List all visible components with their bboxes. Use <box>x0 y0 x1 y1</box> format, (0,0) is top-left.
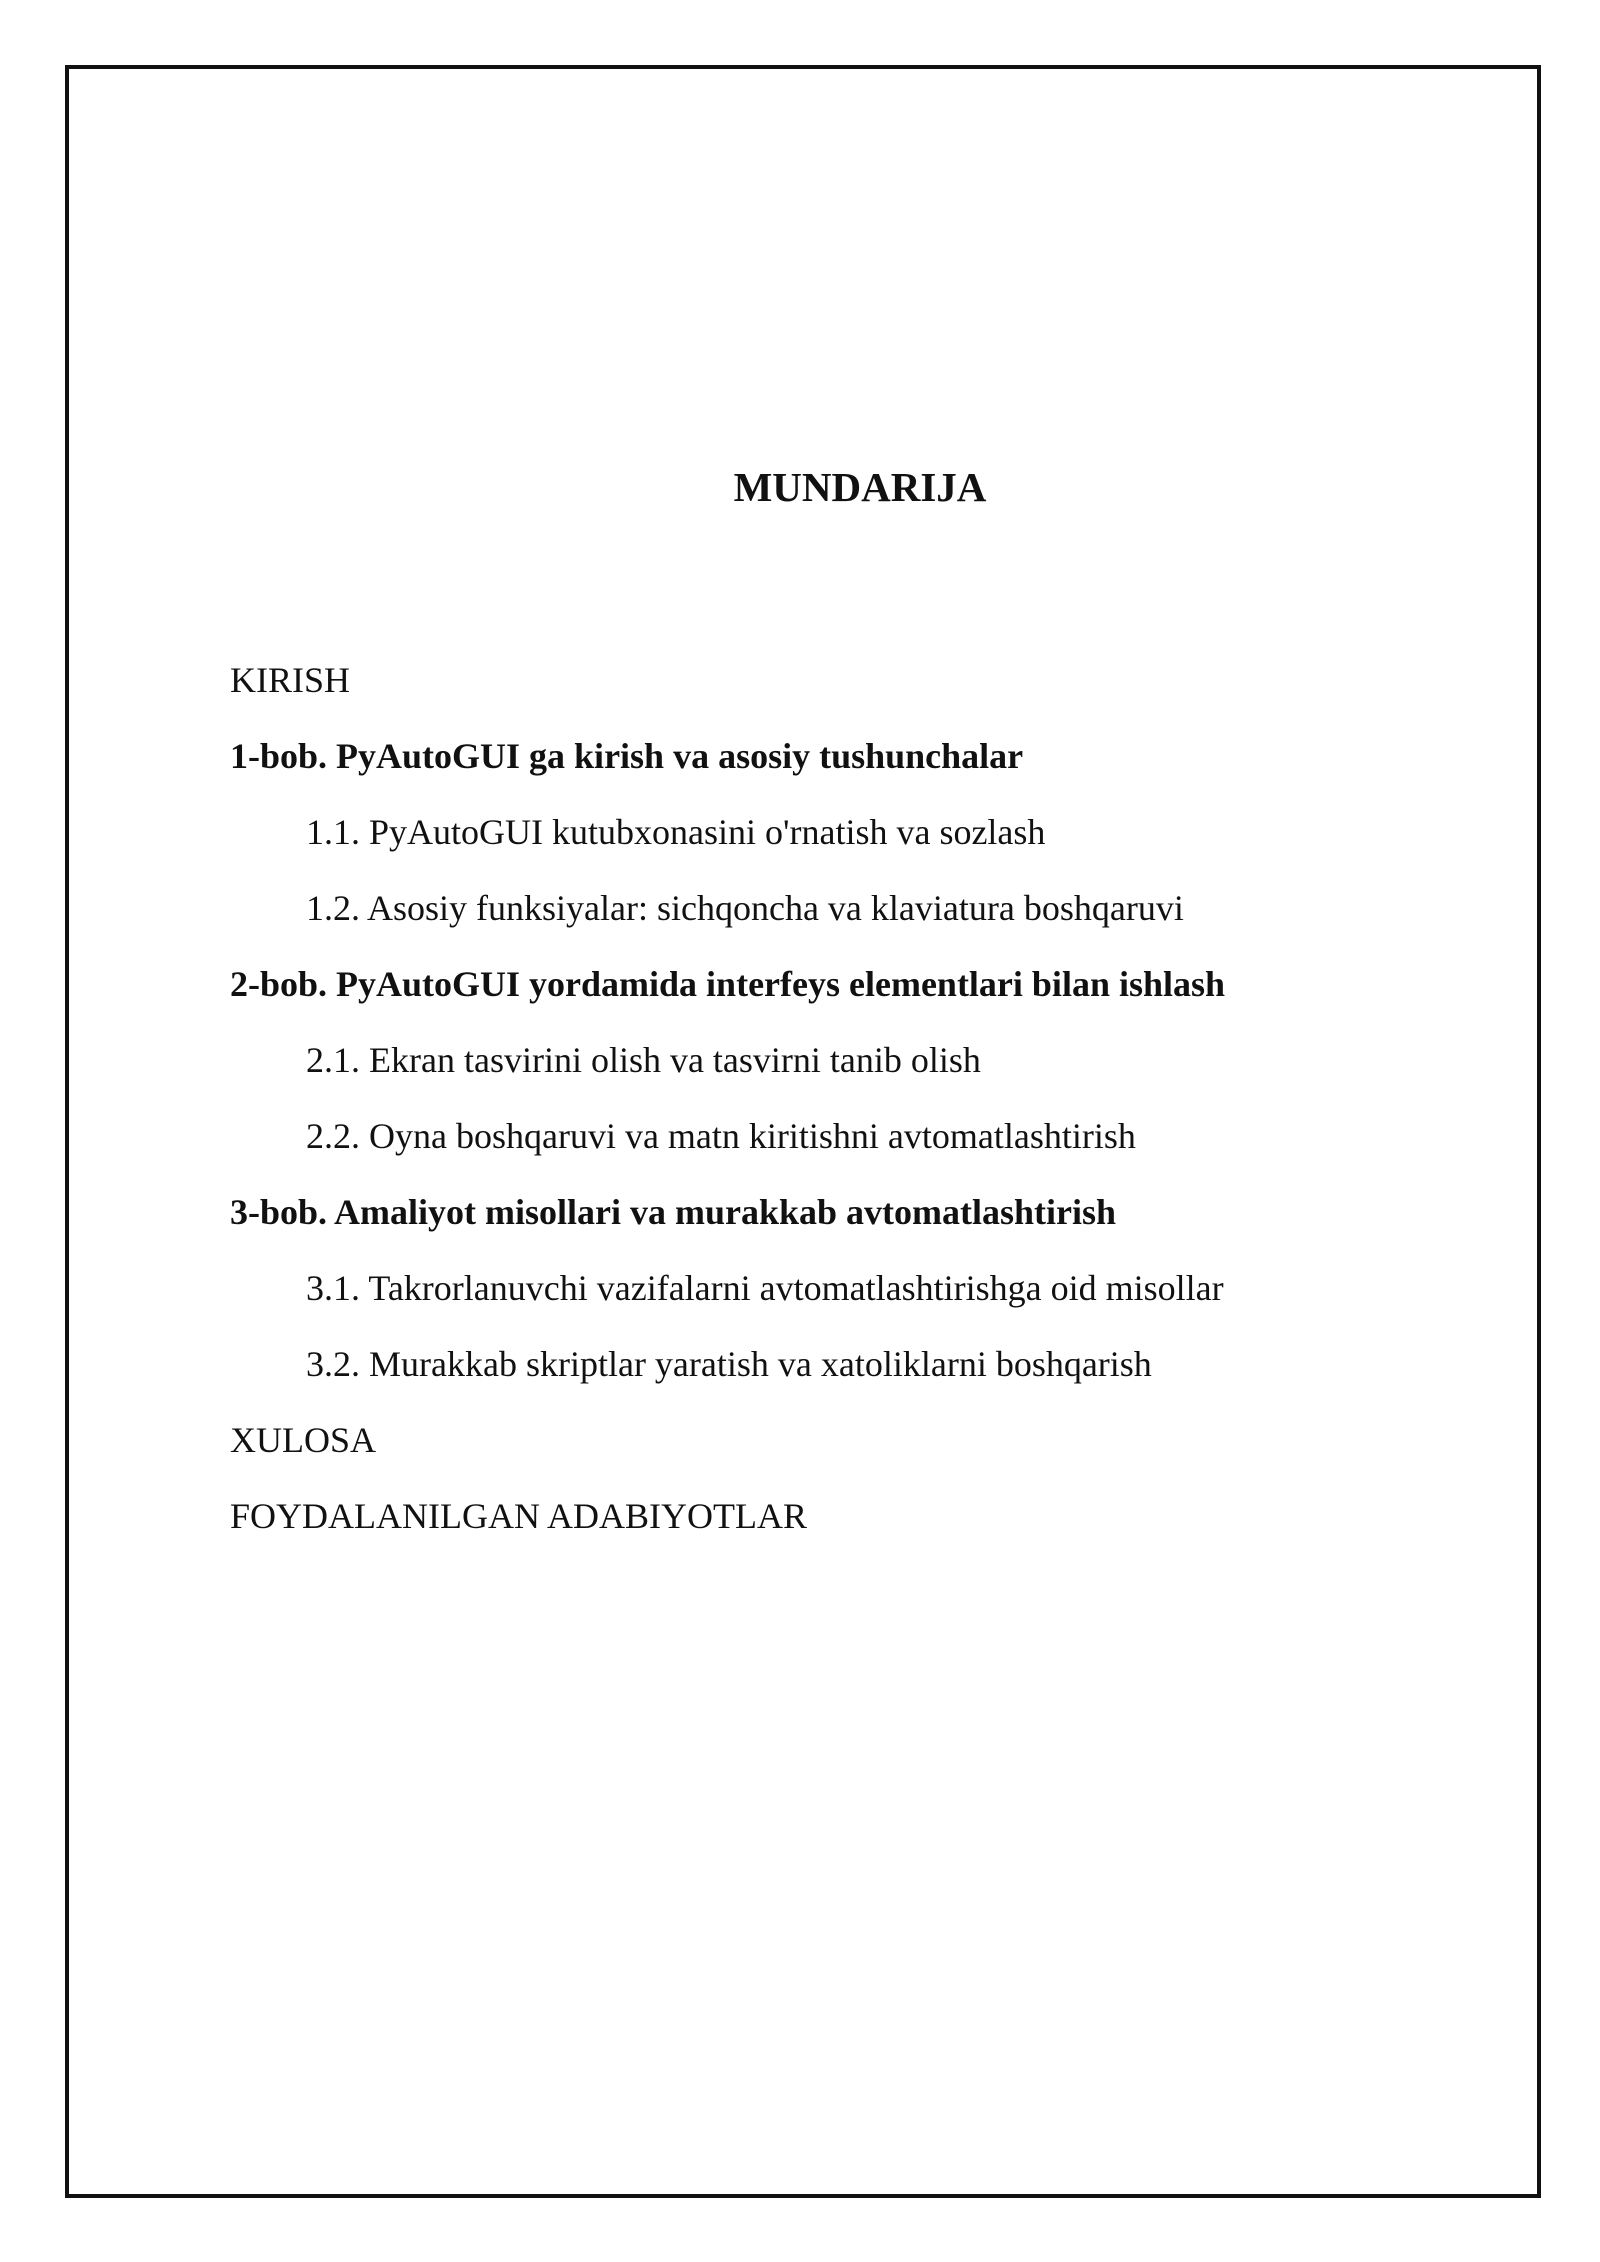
toc-section-3-1[interactable]: 3.1. Takrorlanuvchi vazifalarni avtomatlashtirishga oid misollar <box>306 1268 1224 1308</box>
toc-chapter-2[interactable]: 2-bob. PyAutoGUI yordamida interfeys elementlari bilan ishlash <box>230 964 1226 1004</box>
toc-section-1-1[interactable]: 1.1. PyAutoGUI kutubxonasini o'rnatish va sozlash <box>306 812 1046 852</box>
toc-section-2-2[interactable]: 2.2. Oyna boshqaruvi va matn kiritishni avtomatlashtirish <box>306 1116 1136 1156</box>
toc-entry-xulosa[interactable]: XULOSA <box>230 1420 377 1460</box>
toc-section-2-1[interactable]: 2.1. Ekran tasvirini olish va tasvirni tanib olish <box>306 1040 981 1080</box>
page-title: MUNDARIJA <box>733 464 987 510</box>
toc-entry-kirish[interactable]: KIRISH <box>230 660 351 700</box>
toc-chapter-1[interactable]: 1-bob. PyAutoGUI ga kirish va asosiy tushunchalar <box>230 736 1024 776</box>
toc-entry-references[interactable]: FOYDALANILGAN ADABIYOTLAR <box>230 1496 807 1536</box>
toc-section-1-2[interactable]: 1.2. Asosiy funksiyalar: sichqoncha va klaviatura boshqaruvi <box>306 888 1184 928</box>
toc-section-3-2[interactable]: 3.2. Murakkab skriptlar yaratish va xatoliklarni boshqarish <box>306 1344 1152 1384</box>
table-of-contents <box>230 642 1225 1554</box>
toc-chapter-3[interactable]: 3-bob. Amaliyot misollari va murakkab avtomatlashtirish <box>230 1192 1117 1232</box>
